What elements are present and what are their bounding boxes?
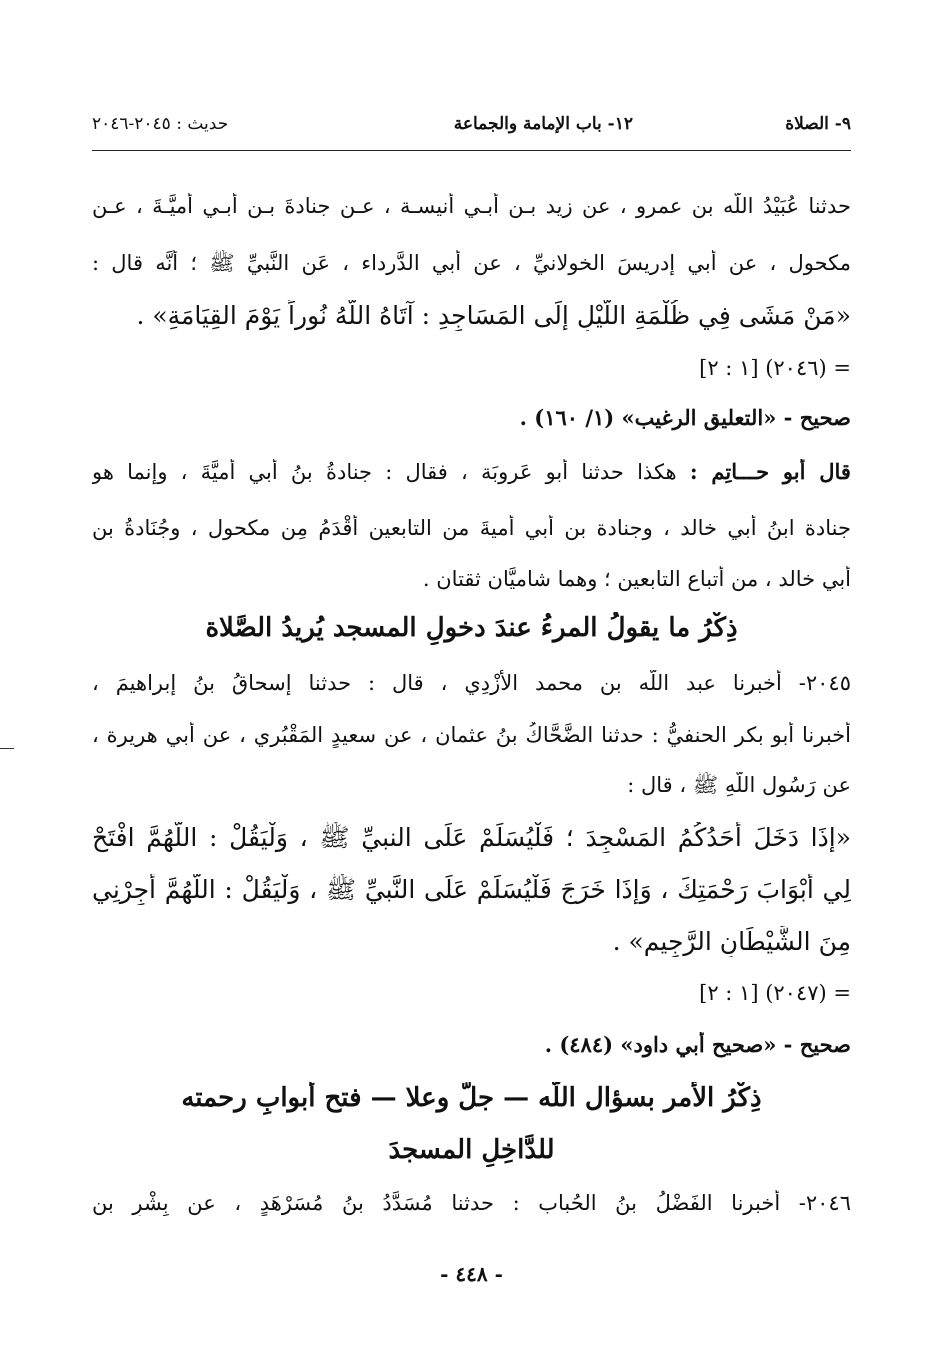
hadith-range: حديث : ٢٠٤٥-٢٠٤٦ [92, 114, 229, 134]
cross-reference: = (٢٠٤٦) [١ : ٢] [699, 356, 851, 380]
chapter-heading: ذِكْرُ الأمر بسؤال اللَّه — جلَّ وعلا — فتح أبوابِ رحمته [181, 1083, 762, 1113]
speaker-label: قال أبو حـــاتِم : [689, 459, 851, 484]
text-line: حدثنا عُبَيْدُ اللَّه بن عمرو ، عن زيد بـن أبـي أنيسـة ، عـن جنادةَ بـن أَبـي أُميَّـةَ ، عـن [92, 194, 851, 218]
text-line: جنادة ابنُ أبي خالد ، وجنادة بن أبي أميةَ من التابعين أَقْدَمُ مِن مكحول ، وجُنَادةُ بن [92, 516, 851, 540]
text-line: مكحول ، عن أبي إدريسَ الخولانيِّ ، عن أبي الدَّرداء ، عَن النَّبيِّ ﷺ ؛ أَنَّه قال : [92, 251, 851, 275]
chapter-heading: للدَّاخِلِ المسجدَ [388, 1135, 555, 1165]
commentary-text: هكذا حدثنا أَبو عَروبَة ، فقال : جنادةُ بنُ أبي أُميَّةَ ، وإنما هو [92, 460, 677, 484]
margin-mark [0, 748, 14, 749]
hadith-quote: لِي أَبْوَابَ رَحْمَتِكَ ، وَإِذَا خَرَجَ فَلْيُسَلِّمْ عَلَى النَّبيِّ ﷺ ، وَلْيَقُلْ : اللَّهُمَّ أَجِرْنِي [92, 875, 851, 904]
running-header [92, 112, 851, 151]
grading-line: صحيح - «التعليق الرغيب» (١/ ١٦٠) . [519, 405, 851, 430]
hadith-quote: مِنَ الشَّيْطَانِ الرَّجِيمِ» . [612, 927, 851, 956]
grading-line: صحيح - «صحيح أبي داود» (٤٨٤) . [544, 1032, 851, 1057]
text-line: أخبرنا أبو بكر الحنفيُّ : حدثنا الضَّحَّاكُ بنُ عثمان ، عن سعيدٍ المَقْبُري ، عن أبي هريرة ، [92, 723, 851, 747]
text-line: عن رَسُول اللَّهِ ﷺ ، قال : [627, 773, 851, 797]
text-line [92, 459, 851, 485]
text-line: ٢٠٤٦- أخبرنا الفَضْلُ بنُ الحُباب : حدثنا مُسَدَّدُ بنُ مُسَرْهَدٍ ، عن بِشْرِ بنِ [92, 1191, 851, 1215]
section-title: ١٢- باب الإمامة والجماعة [453, 114, 633, 134]
hadith-quote: «مَنْ مَشَى فِي ظُلْمَةِ اللَّيْلِ إِلَى المَسَاجِدِ : آتَاهُ اللَّهُ نُوراً يَوْمَ القِيَامَةِ» . [136, 301, 851, 330]
page-number: - ٤٤٨ - [440, 1262, 503, 1286]
cross-reference: = (٢٠٤٧) [١ : ٢] [699, 981, 851, 1005]
text-line: أبي خالد ، من أتباعِ التابعين ؛ وهما شاميَّان ثقتان . [422, 567, 851, 591]
chapter-heading: ذِكْرُ ما يقولُ المرءُ عندَ دخولِ المسجد يُريدُ الصَّلاة [205, 613, 738, 643]
text-line: ٢٠٤٥- أخبرنا عبد اللَّه بن محمد الأزْدِي ، قال : حدثنا إسحاقُ بنُ إبراهيمَ ، [92, 671, 851, 695]
chapter-title: ٩- الصلاة [785, 114, 851, 134]
hadith-quote: «إِذَا دَخَلَ أَحَدُكُمُ المَسْجِدَ ؛ فَلْيُسَلِّمْ عَلَى النبيِّ ﷺ ، وَلْيَقُلْ : اللَّهُمَّ افْتَحْ [92, 823, 851, 852]
